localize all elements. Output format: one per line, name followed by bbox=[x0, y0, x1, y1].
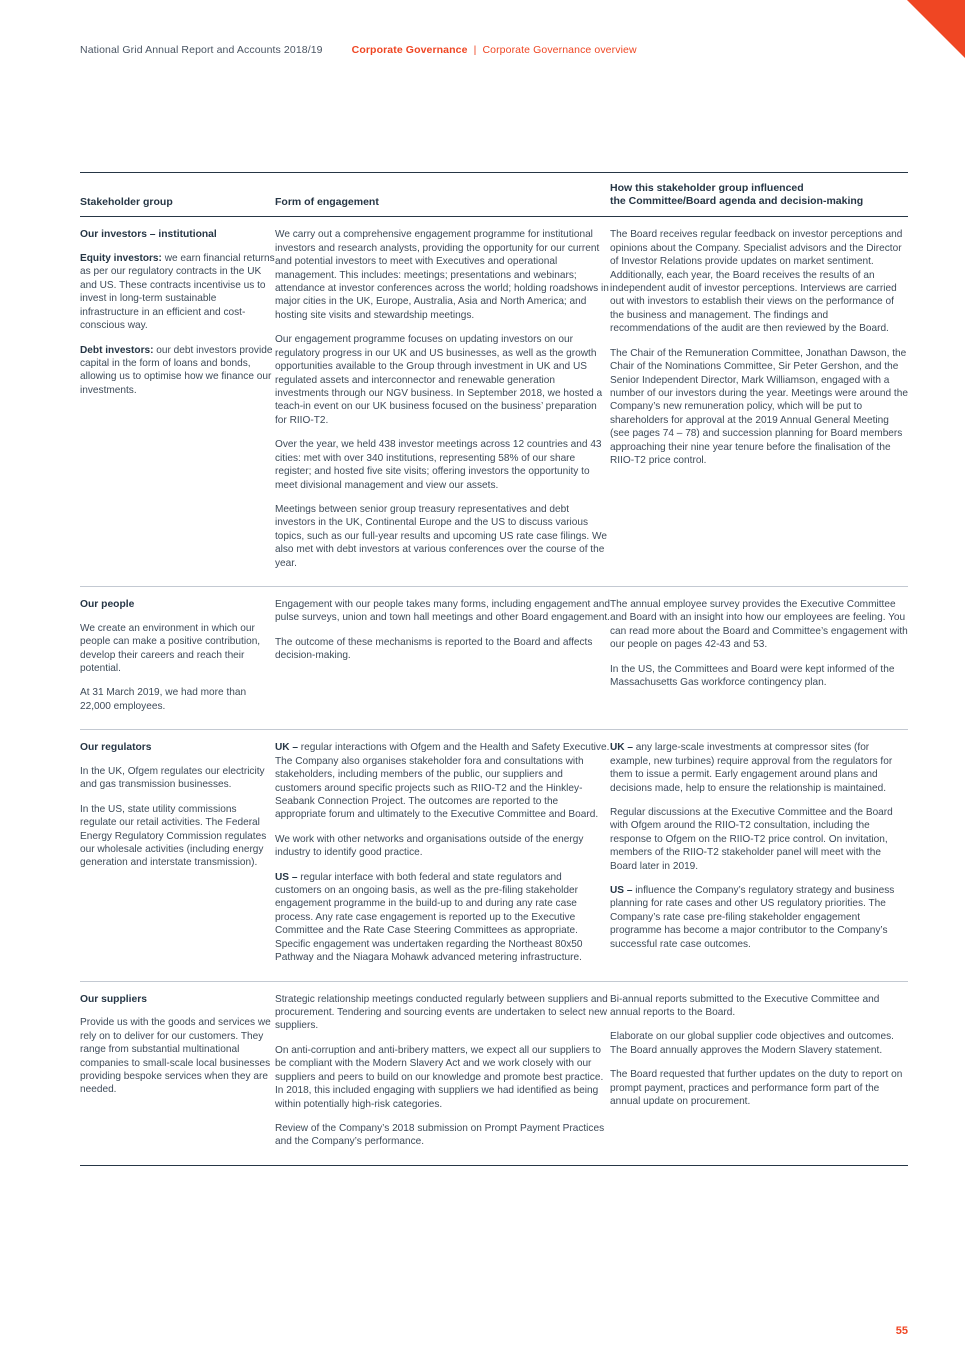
table-header bbox=[80, 173, 908, 217]
paragraph-text: We create an environment in which our people can make a positive contribution, develop their careers and reach their potential. bbox=[80, 622, 261, 674]
influence-paragraph: The Board requested that further updates on the duty to report on prompt payment, practices and performance form part of the annual update on procurement. bbox=[610, 1069, 903, 1108]
paragraph-text: we earn financial returns as per our regulatory contracts in the UK and US. These contracts incentivise us to invest in long-term sustainable infrastructure in an efficient and cost-conscious way. bbox=[80, 253, 275, 332]
group-paragraph bbox=[80, 803, 275, 870]
influence-paragraph: The Chair of the Remuneration Committee, Jonathan Dawson, the Chair of the Nominations Committee, Sir Peter Gershon, and the Senior Independent Director, Mark Williamson, engaged with a number of our investors during the year. Meetings were around the Company’s new remuneration policy, which will be put to shareholders for approval at the 2019 Annual General Meeting (see pages 74 – 78) and succession planning for Board members approaching their nine year tenure before the finalisation of the RIIO-T2 price control. bbox=[610, 347, 908, 467]
influence-paragraph bbox=[610, 741, 908, 795]
table-body bbox=[80, 217, 908, 1165]
group-paragraph bbox=[80, 1016, 275, 1097]
cell-influence bbox=[610, 587, 908, 730]
cell-stakeholder-group bbox=[80, 217, 275, 587]
group-paragraph bbox=[80, 252, 275, 333]
group-title: Our suppliers bbox=[80, 993, 147, 1005]
influence-paragraph: The Board receives regular feedback on investor perceptions and opinions about the Company. Specialist advisors and the Director of Investor Relations provide updates on market sentiment. Additionally, each year, the Board receives the results of an independent audit of investor perceptions. Interviews are carried out with investors to establish their views on the performance of the business and management. The findings and recommendations of the audit are then reviewed by the Board. bbox=[610, 229, 903, 335]
engagement-paragraph: Engagement with our people takes many forms, including engagement and pulse surveys, union and town hall meetings and other Board engagement. bbox=[275, 599, 610, 624]
cell-stakeholder-group bbox=[80, 587, 275, 730]
paragraph-lead: US – bbox=[610, 885, 633, 897]
engagement-paragraph bbox=[275, 871, 610, 965]
group-paragraph bbox=[80, 622, 275, 676]
table-row bbox=[80, 217, 908, 587]
stakeholder-engagement-table bbox=[80, 172, 908, 1166]
influence-paragraph: The annual employee survey provides the Executive Committee and Board with an insight into how our employees are feeling. You can read more about the Board and Committee’s engagement with our people on pages 42-43 and 53. bbox=[610, 599, 908, 651]
group-paragraph bbox=[80, 765, 275, 792]
cell-form-of-engagement bbox=[275, 587, 610, 730]
cell-influence bbox=[610, 730, 908, 981]
paragraph-text: influence the Company’s regulatory strategy and business planning for rate cases and other US regulatory priorities. The Company’s rate case pre-filing stakeholder engagement programme has become a major contributor to the Company’s successful rate case outcomes. bbox=[610, 885, 895, 950]
paragraph-text: regular interactions with Ofgem and the Health and Safety Executive. The Company also organises stakeholder fora and consultations with stakeholders, including members of the public, our suppliers and customers around specific projects such as RIIO-T2 and the Hinkley-Seabank Connection Project. The outcomes are reported to the appropriate forum and ultimately to the Executive Committee and Board. bbox=[275, 742, 610, 821]
paragraph-text: In the UK, Ofgem regulates our electricity and gas transmission businesses. bbox=[80, 765, 265, 791]
engagement-paragraph: Meetings between senior group treasury representatives and debt investors in the UK, Continental Europe and the US to discuss various topics, such as our full-year results and upcoming US rate case filings. We also met with debt investors at various conferences over the course of the year. bbox=[275, 503, 607, 569]
table-row bbox=[80, 730, 908, 981]
table-header-row bbox=[80, 173, 908, 217]
header-section: Corporate Governance bbox=[351, 44, 468, 56]
cell-stakeholder-group bbox=[80, 981, 275, 1165]
group-paragraph bbox=[80, 686, 275, 713]
influence-paragraph: Elaborate on our global supplier code objectives and outcomes. The Board annually approves the Modern Slavery statement. bbox=[610, 1031, 894, 1056]
engagement-paragraph: The outcome of these mechanisms is reported to the Board and affects decision-making. bbox=[275, 636, 593, 662]
paragraph-text: our debt investors provide capital in the form of loans and bonds, allowing us to optimise how we finance our investments. bbox=[80, 344, 273, 396]
page-number: 55 bbox=[895, 1325, 908, 1337]
paragraph-lead: UK – bbox=[610, 742, 633, 754]
group-title: Our people bbox=[80, 599, 135, 611]
engagement-paragraph: We carry out a comprehensive engagement programme for institutional investors and research analysts, providing the opportunity for our current and potential investors to meet with Executives and operational management. This includes: meetings; presentations and webinars; attendance at investor conferences across the world; holding roadshows in major cities in the UK, Europe, Australia, Asia and North America; and hosting site visits and stewardship meetings. bbox=[275, 229, 609, 321]
paragraph-text: Provide us with the goods and services we rely on to deliver for our customers. They range from substantial multinational companies to small-scale local businesses providing bespoke services when they are needed. bbox=[80, 1017, 271, 1096]
column-header-stakeholder-group: Stakeholder group bbox=[80, 173, 275, 217]
engagement-paragraph: Our engagement programme focuses on updating investors on our regulatory progress in our UK and US businesses, as well as the growth opportunities available to the Group through investment in UK and US regulated assets and interconnector and renewable generation investments through our NGV business. In September 2018, we hosted a teach-in event on our UK business focused on the business’ preparation for RIIO-T2. bbox=[275, 334, 603, 426]
paragraph-text: At 31 March 2019, we had more than 22,000 employees. bbox=[80, 687, 247, 712]
engagement-paragraph: Over the year, we held 438 investor meetings across 12 countries and 43 cities: met with over 340 institutions, representing 58% of our share register; and hosted five site visits; offering investors the opportunity to meet divisional management and view our assets. bbox=[275, 439, 602, 491]
header-report-title: National Grid Annual Report and Accounts 2018/19 bbox=[80, 44, 323, 56]
influence-paragraph bbox=[610, 806, 908, 873]
group-title: Our investors – institutional bbox=[80, 229, 217, 241]
table-row bbox=[80, 587, 908, 730]
column-header-influence: How this stakeholder group influenced the Committee/Board agenda and decision-making bbox=[610, 173, 908, 217]
cell-influence bbox=[610, 981, 908, 1165]
paragraph-lead: US – bbox=[275, 871, 298, 883]
group-title: Our regulators bbox=[80, 742, 152, 754]
page-header bbox=[80, 44, 637, 56]
paragraph-lead: UK – bbox=[275, 742, 298, 754]
paragraph-lead: Debt investors: bbox=[80, 344, 154, 356]
paragraph-text: Regular discussions at the Executive Committee and the Board with Ofgem around the RIIO-T2 consultation, including the response to Ofgem on the RIIO-T2 price control. On invitation, members of the RIIO-T2 stakeholder panel will meet with the Board later in 2019. bbox=[610, 806, 893, 872]
group-paragraph bbox=[80, 344, 275, 398]
cell-form-of-engagement bbox=[275, 217, 610, 587]
paragraph-text: In the US, state utility commissions regulate our retail activities. The Federal Energy Regulatory Commission regulates our wholesale activities (including energy generation and interstate transmission). bbox=[80, 803, 267, 869]
engagement-paragraph bbox=[275, 833, 610, 860]
paragraph-text: any large-scale investments at compressor sites (for example, new turbines) require approval from the regulators for them to issue a permit. Early engagement around plans and decisions made, help to ensure the relationship is maintained. bbox=[610, 742, 893, 794]
paragraph-text: regular interface with both federal and state regulators and customers on an ongoing basis, as well as the pre-filing stakeholder engagement programme in the build-up to and during any rate case process. Any rate case engagement is reported up to the Executive Committee and the Rate Case Steering Committees as appropriate. Specific engagement was undertaken regarding the Northeast 80x50 Pathway and the Niagara Mohawk advanced metering infrastructure. bbox=[275, 871, 583, 964]
engagement-paragraph: On anti-corruption and anti-bribery matters, we expect all our suppliers to be compliant with the Modern Slavery Act and we work closely with our suppliers and peers to build on our knowledge and promote best practice. In 2018, this included engaging with suppliers we had identified as being within potentially high-risk categories. bbox=[275, 1044, 604, 1110]
header-subsection: Corporate Governance overview bbox=[482, 44, 637, 56]
paragraph-lead: Equity investors: bbox=[80, 253, 162, 265]
influence-paragraph: Bi-annual reports submitted to the Executive Committee and annual reports to the Board. bbox=[610, 993, 880, 1018]
header-divider: | bbox=[473, 44, 477, 56]
paragraph-text: We work with other networks and organisations outside of the energy industry to identify good practice. bbox=[275, 833, 584, 859]
engagement-paragraph: Strategic relationship meetings conducted regularly between suppliers and procurement. Tendering and sourcing events are undertaken to select new suppliers. bbox=[275, 993, 608, 1032]
cell-stakeholder-group bbox=[80, 730, 275, 981]
cell-form-of-engagement bbox=[275, 981, 610, 1165]
column-header-form-of-engagement: Form of engagement bbox=[275, 173, 610, 217]
table-row bbox=[80, 981, 908, 1165]
cell-form-of-engagement bbox=[275, 730, 610, 981]
cell-influence bbox=[610, 217, 908, 587]
engagement-paragraph: Review of the Company’s 2018 submission on Prompt Payment Practices and the Company’s performance. bbox=[275, 1122, 605, 1148]
influence-paragraph bbox=[610, 884, 908, 951]
influence-paragraph: In the US, the Committees and Board were kept informed of the Massachusetts Gas workforce contingency plan. bbox=[610, 663, 895, 689]
corner-decoration-triangle bbox=[907, 0, 965, 58]
engagement-paragraph bbox=[275, 741, 610, 822]
